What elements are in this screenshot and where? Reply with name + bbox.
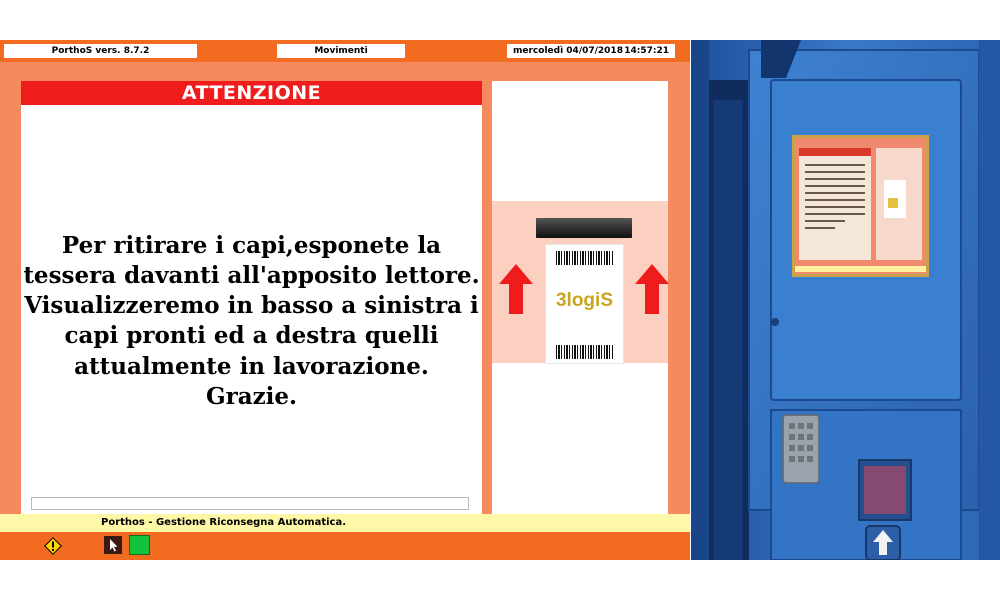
message-line: Per ritirare i capi,esponete la [61,232,442,259]
message-line: capi pronti ed a destra quelli [64,322,439,350]
alert-title: ATTENZIONE [21,81,482,105]
arrow-up-icon [499,264,533,314]
mouse-pointer-icon [104,536,122,554]
card-reader-panel [492,81,668,517]
message-line: Visualizzeremo in basso a sinistra i [24,292,479,320]
alert-message [21,231,482,412]
time-label: 14:57:21 [624,46,669,56]
top-bar [0,40,690,62]
mode-label: Movimenti [277,44,405,58]
status-bar [0,514,690,532]
message-line: attualmente in lavorazione. [74,352,429,380]
barcode-icon [556,251,613,265]
status-indicator-button[interactable] [129,535,150,555]
machine-photo [691,40,1000,560]
status-text: Porthos - Gestione Riconsegna Automatica. [101,517,347,528]
arrow-up-icon [635,264,669,314]
message-line: tessera davanti all'apposito lettore. [23,262,480,290]
loyalty-card-image [545,244,624,364]
kiosk-machine-image [691,40,1000,560]
datetime-display [507,44,675,58]
kiosk-screen [0,40,690,560]
card-logo: 3logiS [555,290,613,311]
alert-panel [21,81,482,517]
warning-icon[interactable] [44,537,62,555]
message-line: Grazie. [205,382,298,410]
date-label: mercoledì 04/07/2018 [513,46,623,56]
barcode-icon [556,345,613,359]
horizontal-scrollbar[interactable] [31,497,469,510]
card-reader-slot-icon [536,218,632,238]
bottom-toolbar [0,532,690,560]
version-label: PorthoS vers. 8.7.2 [4,44,197,58]
pointer-button[interactable] [104,536,122,554]
